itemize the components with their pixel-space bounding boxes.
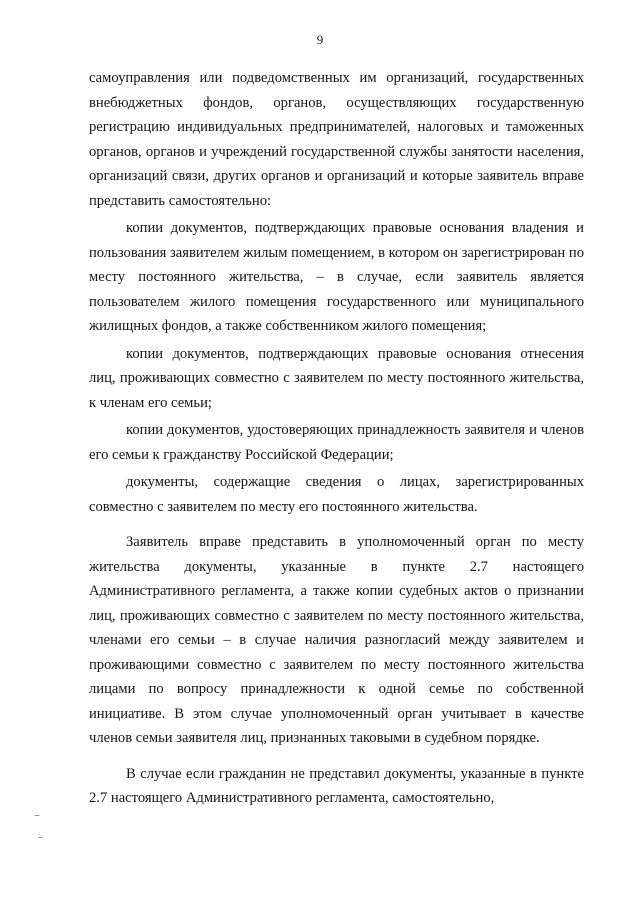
paragraph-item-registration-docs: документы, содержащие сведения о лицах, зарегистрированных совместно с заявителем по месту его постоянного жительства. [89,474,584,515]
paragraph-item-family-relation-docs: копии документов, подтверждающих правовые основания отнесения лиц, проживающих совместно с заявителем по месту постоянного жительства, к членам его семьи; [89,345,584,411]
paragraph-applicant-right: Заявитель вправе представить в уполномоченный орган по месту жительства документы, указанные в пункте 2.7 настоящего Административного регламента, а также копии судебных актов о признании лиц, проживающих совместно с заявителем по месту постоянного жительства, членами его семьи – в случае наличия разногласий между заявителем и проживающими совместно с заявителем по месту постоянного жительства лицами по вопросу принадлежности к одной семье по собственной инициативе. В этом случае уполномоченный орган учитывает в качестве членов семьи заявителя лиц, признанных таковыми в судебном порядке. [89,534,584,746]
scan-artifact: - [38,830,43,844]
paragraph-documents-not-submitted: В случае если гражданин не представил документы, указанные в пункте 2.7 настоящего Административного регламента, самостоятельно, [89,765,584,806]
paragraph-continuation: самоуправления или подведомственных им организаций, государственных внебюджетных фондов, органов, осуществляющих государственную регистрацию индивидуальных предпринимателей, налоговых и таможенных органов, органов и учреждений государственной службы занятости населения, организаций связи, других органов и организаций и которые заявитель вправе представить самостоятельно: [89,70,584,209]
page-number: 9 [316,32,324,47]
document-body [89,66,584,811]
scan-artifact: – [34,808,40,822]
paragraph-item-ownership-docs: копии документов, подтверждающих правовые основания владения и пользования заявителем жилым помещением, в котором он зарегистрирован по месту постоянного жительства, – в случае, если заявитель является пользователем жилого помещения государственного или муниципального жилищных фондов, а также собственником жилого помещения; [89,220,584,334]
paragraph-item-citizenship-docs: копии документов, удостоверяющих принадлежность заявителя и членов его семьи к гражданству Российской Федерации; [89,422,584,463]
